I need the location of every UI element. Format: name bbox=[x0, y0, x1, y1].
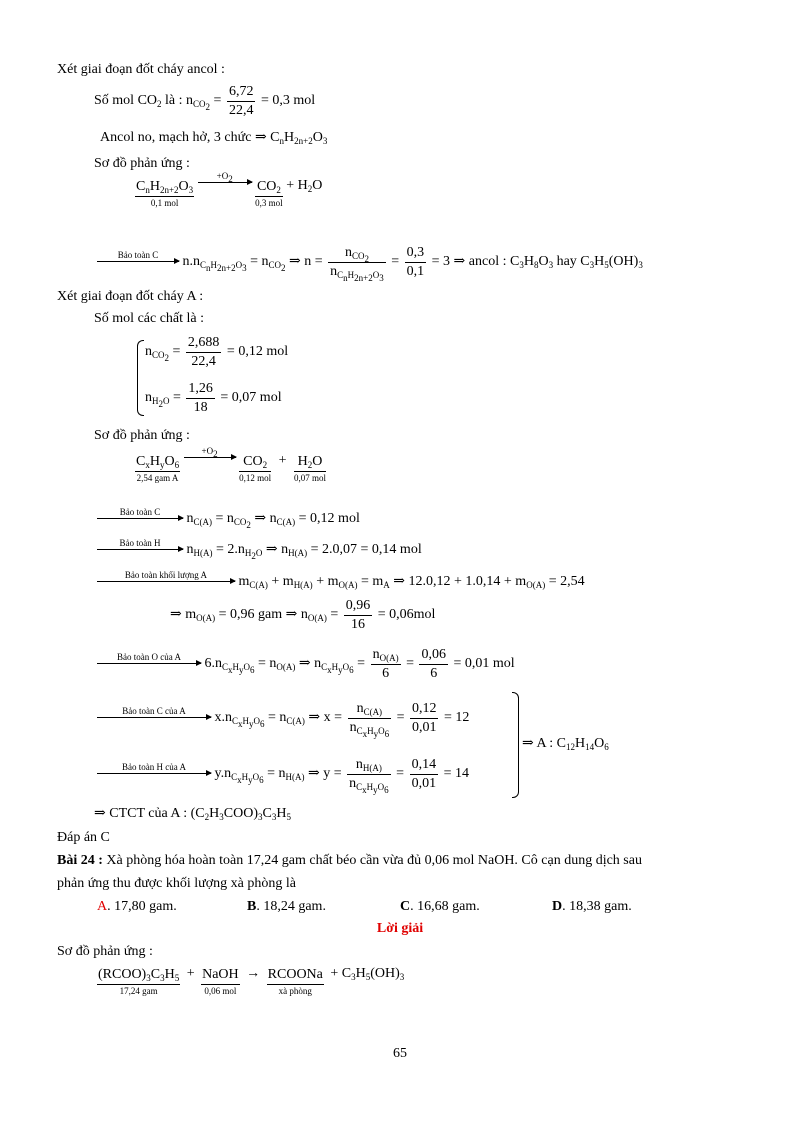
co2-eq: $n_{CO_2}$ = $\frac{2,688}{22,4}$ = 0,12 mol bbox=[145, 335, 289, 369]
scheme-label-3: Sơ đồ phản ứng : bbox=[57, 944, 153, 959]
bt-h: Bảo toàn H $n_{H(A)} = 2.n_{H_2O}$ ⇒ $n_{H(A)} = 2.0,07 = 0,14$ mol bbox=[97, 542, 422, 559]
bt-o: Bảo toàn O của A $6.n_{C_xH_yO_6} = n_{O(A)}$ ⇒ $n_{C_xH_yO_6}$ = $\frac{n_{O(A)}}{6}$ = $\frac{0,06}{6}$ = 0,01 mol bbox=[97, 646, 515, 682]
fraction: $\frac{0,3}{0,1}$ bbox=[406, 245, 425, 279]
underbrace-naoh: NaOH 0,06 mol bbox=[202, 967, 239, 996]
fraction: $\frac{n_{O(A)}}{6}$ bbox=[372, 647, 399, 681]
text: là : bbox=[161, 93, 187, 109]
fraction: $\frac{0,06}{6}$ bbox=[421, 647, 446, 681]
arrow-bao-toan-c: Bảo toàn C bbox=[97, 251, 179, 262]
problem-text-1: Bài 24 : Xà phòng hóa hoàn toàn 17,24 gam chất béo cần vừa đủ 0,06 mol NaOH. Cô cạn dung dịch sau bbox=[57, 853, 642, 868]
answer: Đáp án C bbox=[57, 830, 110, 845]
bt-mass: Bảo toàn khối lượng A $m_{C(A)} + m_{H(A)} + m_{O(A)} = m_A$ ⇒ $12.0,12 + 1.0,14 + m_{O(A)} = 2,54$ bbox=[97, 574, 585, 591]
fraction: $\frac{2,688}{22,4}$ bbox=[187, 335, 220, 369]
underbrace-reactant: $C_nH_{2n+2}O_3$ 0,1 mol bbox=[136, 179, 194, 208]
option-b[interactable]: B. 18,24 gam. bbox=[247, 899, 326, 914]
underbrace-product: $CO_2$ 0,3 mol bbox=[255, 179, 283, 208]
fraction: $\frac{1,26}{18}$ bbox=[188, 381, 213, 415]
underbrace-co2: $CO_2$ 0,12 mol bbox=[239, 454, 272, 483]
system-brace bbox=[137, 340, 144, 416]
fraction: $\frac{n_{C(A)}}{n_{C_xH_yO_6}}$ bbox=[349, 701, 390, 739]
fraction: $\frac{n_{H(A)}}{n_{C_xH_yO_6}}$ bbox=[349, 757, 389, 795]
text: = 0,3 mol bbox=[260, 93, 316, 109]
fraction: $\frac{6,72}{22,4}$ bbox=[228, 84, 254, 118]
page-number: 65 bbox=[393, 1046, 407, 1061]
scheme-2: $C_xH_yO_6$ 2,54 gam A $+O_2$ $CO_2$ 0,12 mol + $H_2O$ 0,07 mol bbox=[136, 446, 327, 483]
result-brace bbox=[512, 692, 519, 798]
scheme-1: $C_nH_{2n+2}O_3$ 0,1 mol $+O_2$ $CO_2$ 0,3 mol + $H_2O$ bbox=[136, 171, 323, 208]
option-a[interactable]: A. 17,80 gam. bbox=[97, 899, 177, 914]
underbrace-soap: RCOONa xà phòng bbox=[267, 967, 323, 996]
section2-heading: Xét giai đoạn đốt cháy A : bbox=[57, 289, 204, 304]
bao-toan-c-1: Bảo toàn C $n.n_{C_nH_{2n+2}O_3} = n_{CO_2}$ ⇒ n = $\frac{n_{CO_2}}{n_{C_nH_{2n+2}O_3}}$ = $\frac{0,3}{0,1}$ = 3 ⇒ ancol : $C_3H_8O_3$ hay $C_3H_5(OH)_3$ bbox=[97, 244, 643, 280]
text: Số mol CO bbox=[94, 93, 158, 109]
option-d[interactable]: D. 18,38 gam. bbox=[552, 899, 632, 914]
fraction: $\frac{n_{CO_2}}{n_{C_nH_{2n+2}O_3}}$ bbox=[330, 245, 384, 283]
problem-text-2: phản ứng thu được khối lượng xà phòng là bbox=[57, 876, 296, 891]
section1-heading: Xét giai đoạn đốt cháy ancol : bbox=[57, 62, 225, 77]
fraction: $\frac{0,14}{0,01}$ bbox=[411, 757, 437, 791]
reaction-arrow: $+O_2$ bbox=[198, 172, 252, 183]
scheme-label-2: Sơ đồ phản ứng : bbox=[94, 428, 190, 443]
formula-a: ⇒ A : $C_{12}H_{14}O_6$ bbox=[522, 736, 609, 752]
underbrace-a: $C_xH_yO_6$ 2,54 gam A bbox=[136, 454, 180, 483]
mol-label-2: Số mol các chất là : bbox=[94, 311, 205, 326]
scheme-3: $(RCOO)_3C_3H_5$ 17,24 gam + NaOH 0,06 mol → RCOONa xà phòng + $C_3H_5(OH)_3$ bbox=[98, 966, 405, 996]
fraction: $\frac{0,12}{0,01}$ bbox=[411, 701, 437, 735]
underbrace-fat: $(RCOO)_3C_3H_5$ 17,24 gam bbox=[98, 967, 180, 996]
solution-heading: Lời giải bbox=[376, 921, 424, 936]
bt-ha: Bảo toàn H của A $y.n_{C_xH_yO_6} = n_{H(A)}$ ⇒ y = $\frac{n_{H(A)}}{n_{C_xH_yO_6}}$ = $\frac{0,14}{0,01}$ = 14 bbox=[97, 756, 469, 792]
scheme-label-1: Sơ đồ phản ứng : bbox=[94, 156, 190, 171]
fraction: $\frac{0,96}{16}$ bbox=[345, 598, 371, 632]
mol-co2-line: Số mol $CO_2$ là : $n_{CO_2}$ = $\frac{6,72}{22,4}$ = 0,3 mol bbox=[94, 84, 316, 118]
bt-ca: Bảo toàn C của A $x.n_{C_xH_yO_6} = n_{C(A)}$ ⇒ x = $\frac{n_{C(A)}}{n_{C_xH_yO_6}}$ = $\frac{0,12}{0,01}$ = 12 bbox=[97, 700, 469, 736]
underbrace-h2o: $H_2O$ 0,07 mol bbox=[294, 454, 327, 483]
ancol-note: Ancol no, mạch hở, 3 chức ⇒ $C_nH_{2n+2}O_3$ bbox=[100, 130, 328, 146]
option-c[interactable]: C. 16,68 gam. bbox=[400, 899, 480, 914]
bt-c: Bảo toàn C $n_{C(A)} = n_{CO_2}$ ⇒ $n_{C(A)} = 0,12$ mol bbox=[97, 511, 360, 528]
h2o-eq: $n_{H_2O}$ = $\frac{1,26}{18}$ = 0,07 mol bbox=[145, 381, 282, 415]
mo-line: ⇒ $m_{O(A)} = 0,96$ gam ⇒ $n_{O(A)}$ = $\frac{0,96}{16}$ = 0,06mol bbox=[170, 598, 436, 632]
reaction-arrow: $+O_2$ bbox=[184, 447, 236, 458]
ctct-line: ⇒ CTCT của A : $(C_2H_3COO)_3C_3H_5$ bbox=[94, 806, 291, 822]
